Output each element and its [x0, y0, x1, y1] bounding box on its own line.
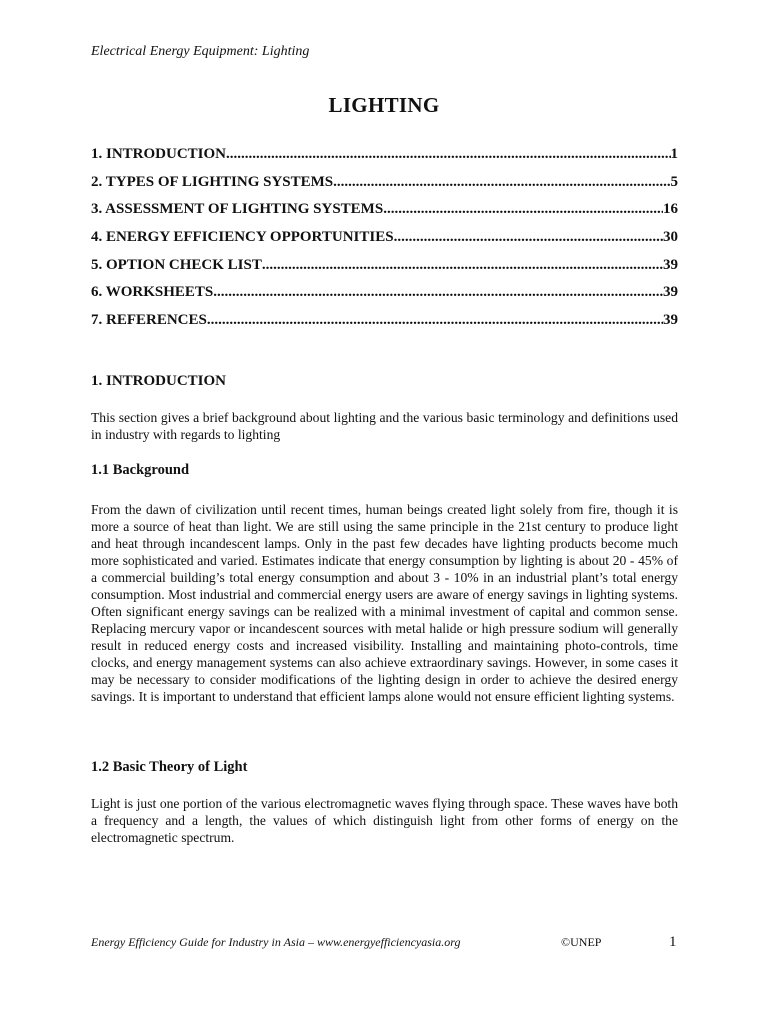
- toc-entry[interactable]: [91, 227, 678, 255]
- toc-entry[interactable]: [91, 199, 678, 227]
- toc-entry[interactable]: [91, 255, 678, 283]
- subsection-heading-basic-theory: 1.2 Basic Theory of Light: [91, 759, 248, 775]
- page-title: LIGHTING: [328, 93, 440, 117]
- table-of-contents: [91, 144, 678, 338]
- toc-entry-page: 39: [663, 256, 678, 273]
- page-number: 1: [669, 934, 677, 950]
- toc-leader-dots: [262, 255, 663, 275]
- section-heading-introduction: 1. INTRODUCTION: [91, 373, 227, 389]
- background-paragraph: From the dawn of civilization until recent times, human beings created light solely from fire, though it is more a source of heat than light. We are still using the same principle in the 21st century to produce light and heat through incandescent lamps. Only in the past few decades have lighting products become much more sophisticated and varied. Estimates indicate that energy consumption by lighting is about 20 - 45% of a commercial building’s total energy consumption and about 3 - 10% in an industrial plant’s total energy consumption. Most industrial and commercial energy users are aware of energy savings in lighting systems. Often significant energy savings can be realized with a minimal investment of capital and common sense. Replacing mercury vapor or incandescent sources with metal halide or high pressure sodium will generally result in reduced energy costs and increased visibility. Installing and maintaining photo-controls, time clocks, and energy management systems can also achieve extraordinary savings. However, in some cases it may be necessary to consider modifications of the lighting design in order to achieve the desired energy savings. It is important to understand that efficient lamps alone would not ensure efficient lighting systems.: [91, 502, 678, 704]
- toc-entry-page: 16: [663, 201, 678, 218]
- toc-entry-label: 3. ASSESSMENT OF LIGHTING SYSTEMS: [91, 201, 384, 218]
- toc-entry-label: 6. WORKSHEETS: [91, 284, 214, 301]
- toc-entry[interactable]: [91, 144, 678, 172]
- toc-entry-label: 1. INTRODUCTION: [91, 146, 227, 162]
- toc-entry[interactable]: [91, 172, 678, 200]
- toc-entry[interactable]: [91, 310, 678, 338]
- toc-leader-dots: [207, 310, 663, 330]
- toc-entry-page: 39: [663, 312, 678, 329]
- toc-entry-page: 1: [670, 146, 678, 162]
- basic-theory-paragraph: Light is just one portion of the various electromagnetic waves flying through space. These waves have both a frequency and a length, the values of which distinguish light from other forms of energy on the electromagnetic spectrum.: [91, 796, 678, 845]
- toc-entry-label: 5. OPTION CHECK LIST: [91, 256, 262, 273]
- introduction-paragraph: This section gives a brief background about lighting and the various basic terminology and definitions used in industry with regards to lighting: [91, 410, 678, 442]
- toc-entry-page: 39: [663, 284, 678, 301]
- toc-entry-page: 5: [670, 173, 678, 190]
- toc-leader-dots: [333, 172, 670, 192]
- running-header: Electrical Energy Equipment: Lighting: [91, 44, 310, 59]
- toc-leader-dots: [213, 282, 663, 302]
- toc-entry[interactable]: [91, 282, 678, 310]
- toc-entry-label: 2. TYPES OF LIGHTING SYSTEMS: [91, 173, 334, 190]
- toc-leader-dots: [226, 144, 670, 164]
- toc-entry-label: 7. REFERENCES: [91, 312, 207, 329]
- subsection-heading-background: 1.1 Background: [91, 462, 190, 478]
- toc-leader-dots: [394, 227, 663, 247]
- toc-entry-label: 4. ENERGY EFFICIENCY OPPORTUNITIES: [91, 229, 394, 246]
- toc-leader-dots: [383, 199, 663, 219]
- toc-entry-page: 30: [663, 229, 678, 246]
- footer-source: Energy Efficiency Guide for Industry in Asia – www.energyefficiencyasia.org: [91, 935, 461, 949]
- footer-copyright: ©UNEP: [561, 935, 602, 949]
